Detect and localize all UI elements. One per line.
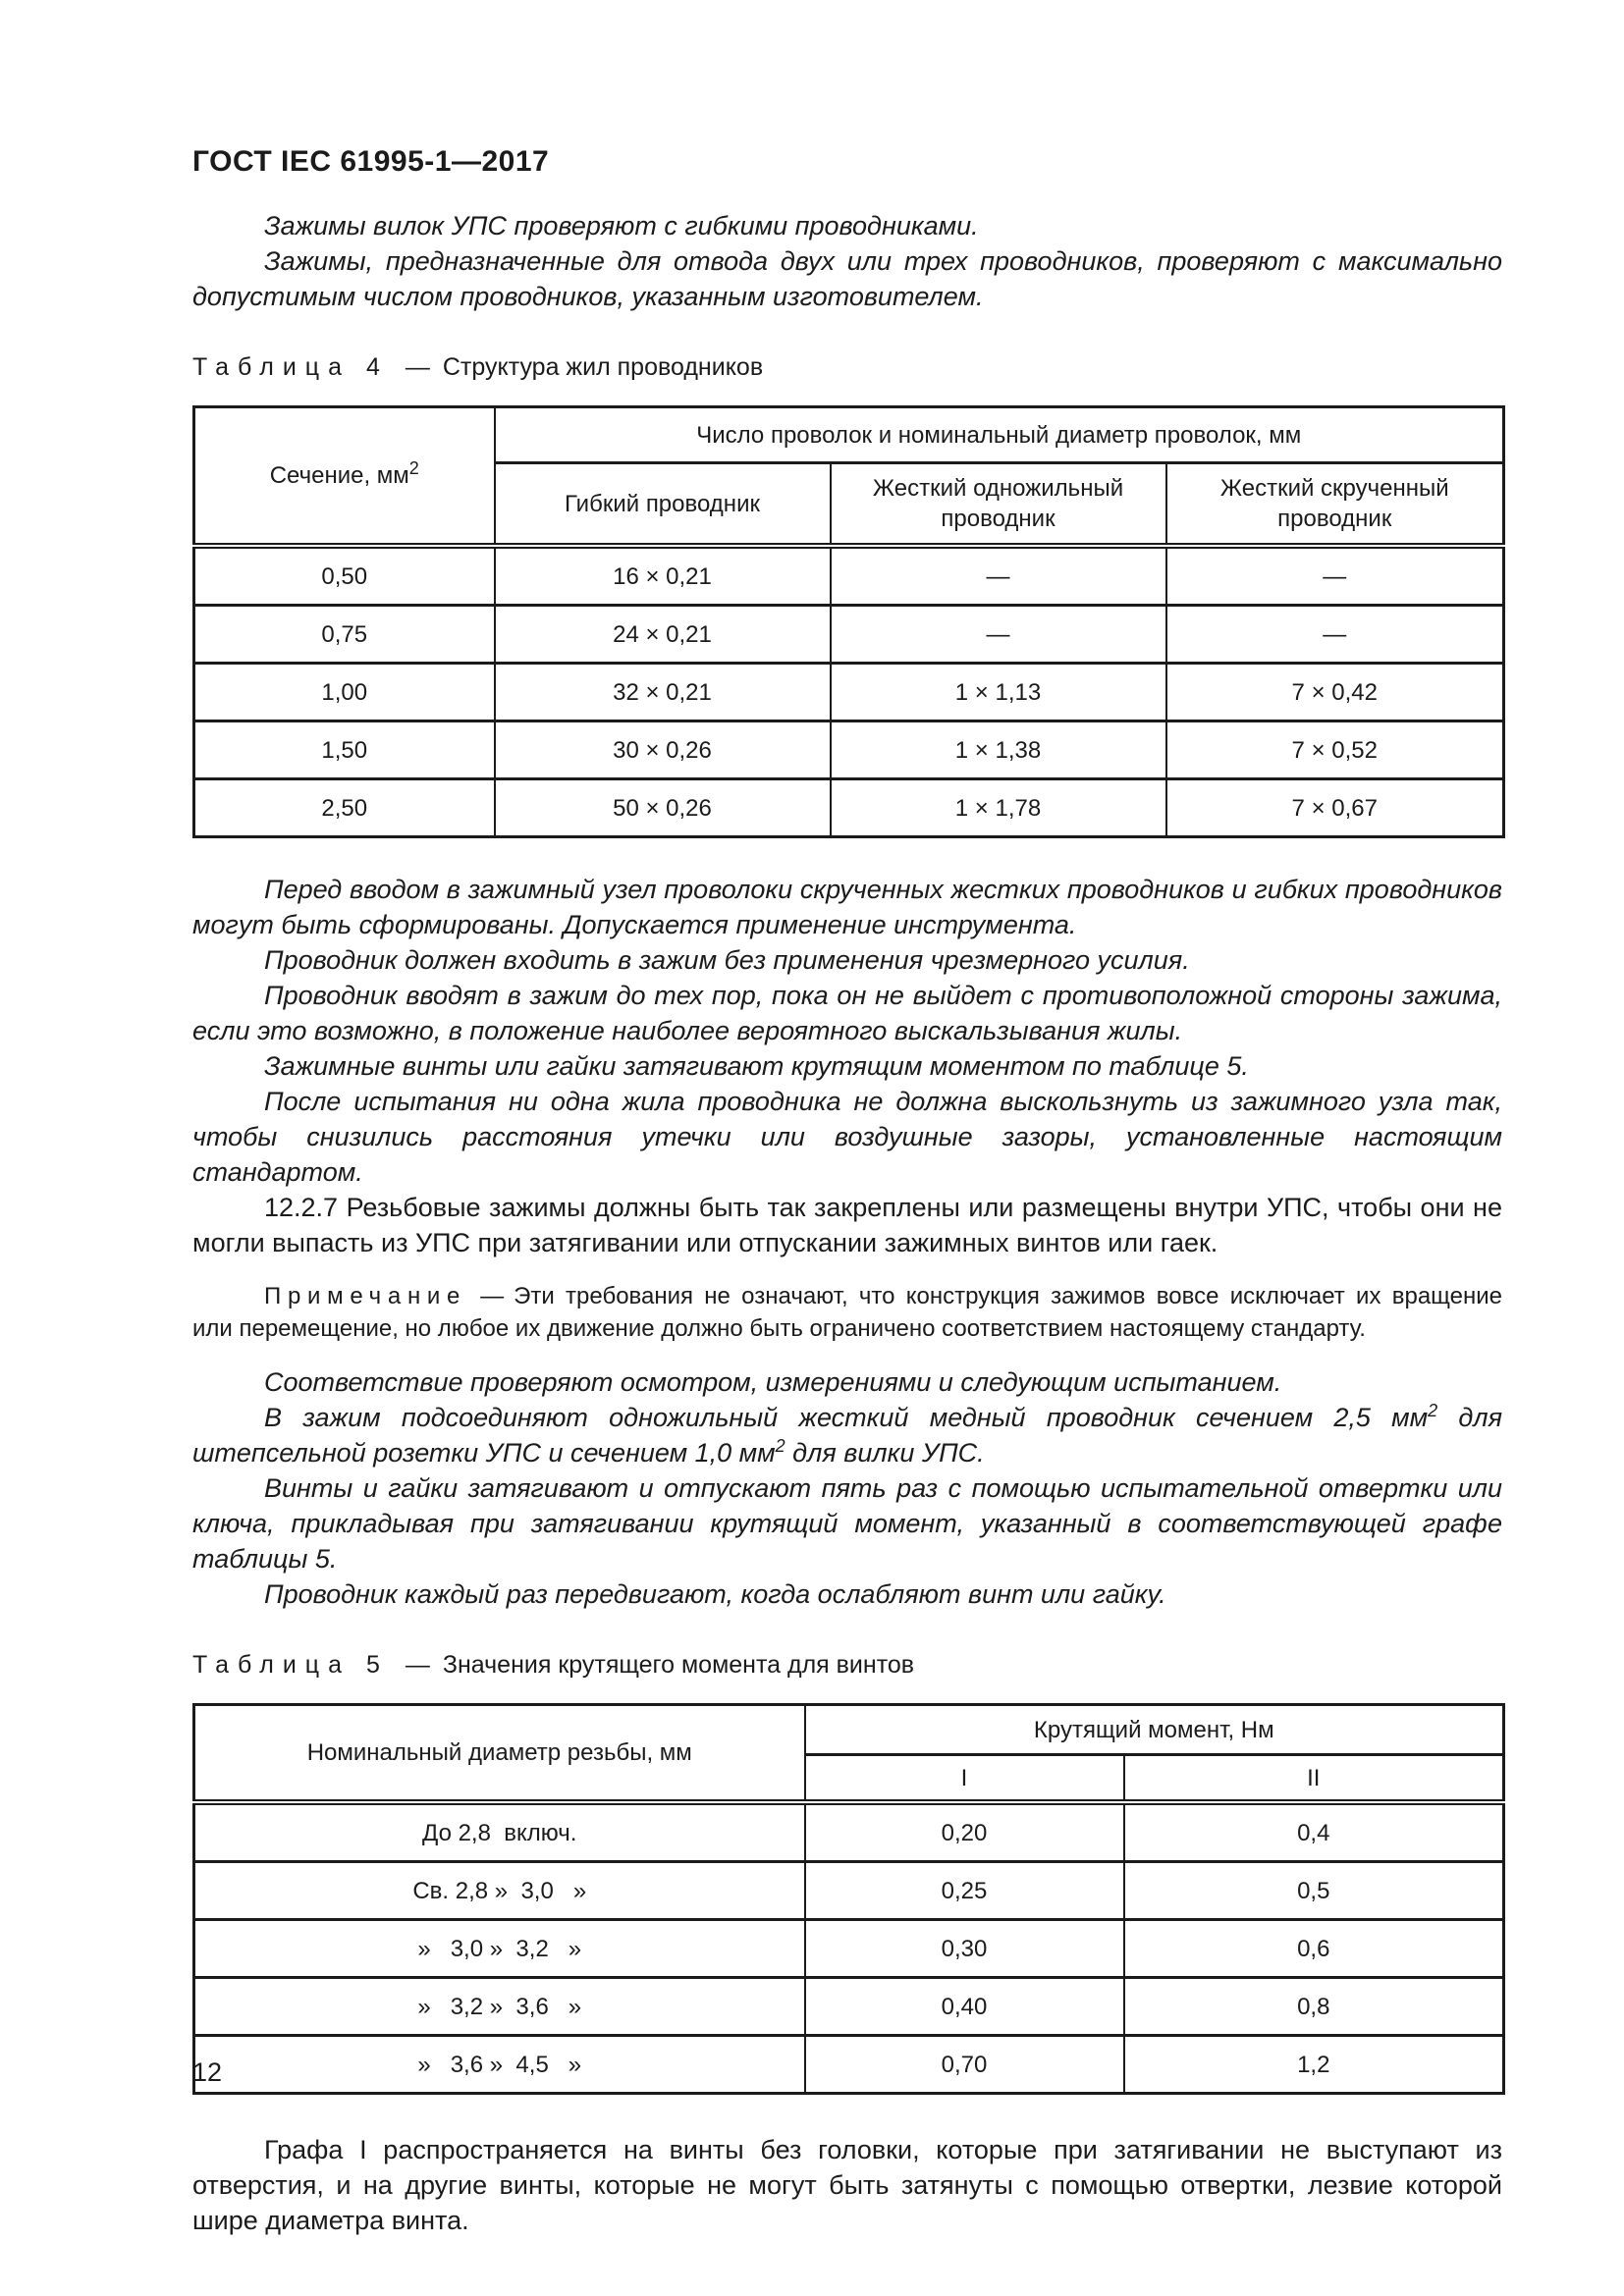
table-row [194, 2036, 1504, 2094]
table-row [194, 664, 1504, 721]
note-dash: — [480, 1283, 505, 1309]
table-cell: 50 × 0,26 [495, 779, 831, 837]
table4-header-section [194, 407, 495, 547]
table-cell: — [1166, 546, 1504, 606]
table-cell: 32 × 0,21 [495, 664, 831, 721]
table-cell: — [1166, 606, 1504, 664]
table5-caption-dash: — [405, 1651, 430, 1679]
paragraph-conductor-connection [192, 1400, 1502, 1470]
table4-header-section-text: Сечение, мм [269, 462, 409, 489]
table-cell: 0,5 [1124, 1862, 1504, 1920]
table-cell: 1,00 [194, 664, 495, 721]
table-cell: 30 × 0,26 [495, 721, 831, 779]
table-cell: 0,70 [805, 2036, 1124, 2094]
note-label: Примечание [264, 1283, 467, 1309]
paragraph-intro-1: Зажимы вилок УПС проверяют с гибкими проводниками. [264, 211, 979, 240]
table-cell: 16 × 0,21 [495, 546, 831, 606]
paragraph-column-i-scope: Графа I распространяется на винты без головки, которые при затягивании не выступают из отверстия, и на другие винты, которые не могут быть затянуты с помощью отвертки, лезвие которой шире диаметра винта. [192, 2135, 1502, 2235]
table-cell: 0,6 [1124, 1920, 1504, 1978]
table-cell: До 2,8 включ. [194, 1802, 805, 1862]
table4-caption [192, 351, 1502, 384]
table-cell: 1,2 [1124, 2036, 1504, 2094]
table5-header-group: Крутящий момент, Нм [805, 1705, 1504, 1755]
table4-caption-label: Таблица 4 [192, 353, 389, 381]
table-row [194, 1978, 1504, 2036]
table5-torque-values [192, 1703, 1505, 2095]
table4-header-group: Число проволок и номинальный диаметр проволок, мм [495, 407, 1504, 463]
table-cell: 0,20 [805, 1802, 1124, 1862]
table5-header-column-ii: II [1124, 1755, 1504, 1803]
table5-caption [192, 1649, 1502, 1682]
table-cell: 24 × 0,21 [495, 606, 831, 664]
table-cell: » 3,0 » 3,2 » [194, 1920, 805, 1978]
table-cell: 0,8 [1124, 1978, 1504, 2036]
table-row [194, 1920, 1504, 1978]
table-cell: Св. 2,8 » 3,0 » [194, 1862, 805, 1920]
table4-header-flexible: Гибкий проводник [495, 463, 831, 547]
table4-caption-dash: — [405, 353, 430, 381]
table-cell: 0,40 [805, 1978, 1124, 2036]
table5-caption-title: Значения крутящего момента для винтов [442, 1651, 915, 1679]
table-cell: — [831, 546, 1166, 606]
table-row [194, 779, 1504, 837]
table4-caption-title: Структура жил проводников [442, 353, 764, 381]
paragraph-intro-2: Зажимы, предназначенные для отвода двух или трех проводников, проверяют с максимально допустимым числом проводников, указанным изготовителем. [192, 246, 1502, 311]
clause-12-2-7: 12.2.7 Резьбовые зажимы должны быть так закреплены или размещены внутри УПС, чтобы они не могли выпасть из УПС при затягивании или отпускании зажимных винтов или гаек. [192, 1193, 1502, 1257]
table-cell: 0,75 [194, 606, 495, 664]
table-cell: 1 × 1,78 [831, 779, 1166, 837]
table-row [194, 546, 1504, 606]
table-cell: 0,30 [805, 1920, 1124, 1978]
table-cell: 1 × 1,13 [831, 664, 1166, 721]
table-cell: 7 × 0,42 [1166, 664, 1504, 721]
paragraph-screws-tightened: Винты и гайки затягивают и отпускают пять раз с помощью испытательной отвертки или ключа, прикладывая при затягивании крутящий момент, указанный в соответствующей графе таблицы 5. [192, 1473, 1502, 1574]
paragraph-before-insertion: Перед вводом в зажимный узел проволоки скрученных жестких проводников и гибких проводников могут быть сформированы. Допускается применение инструмента. [192, 875, 1502, 939]
table-row [194, 407, 1504, 463]
table-cell: 7 × 0,52 [1166, 721, 1504, 779]
table-cell: 2,50 [194, 779, 495, 837]
paragraph-no-excessive-force: Проводник должен входить в зажим без применения чрезмерного усилия. [264, 945, 1190, 975]
table5-header-diameter: Номинальный диаметр резьбы, мм [194, 1705, 805, 1803]
table4-conductor-structure [192, 405, 1505, 838]
table-row [194, 1705, 1504, 1755]
paragraph-part: для вилки УПС. [785, 1438, 985, 1468]
table-cell: » 3,6 » 4,5 » [194, 2036, 805, 2094]
table-cell: 0,4 [1124, 1802, 1504, 1862]
table5-header-column-i: I [805, 1755, 1124, 1803]
table-cell: 1,50 [194, 721, 495, 779]
document-number: ГОСТ IEC 61995-1—2017 [192, 145, 550, 178]
paragraph-tightening-torque: Зажимные винты или гайки затягивают крутящим моментом по таблице 5. [264, 1051, 1249, 1081]
table-row [194, 721, 1504, 779]
table-cell: 7 × 0,67 [1166, 779, 1504, 837]
note [192, 1280, 1502, 1345]
paragraph-compliance-check: Соответствие проверяют осмотром, измерениями и следующим испытанием. [264, 1367, 1282, 1397]
paragraph-after-test: После испытания ни одна жила проводника не должна выскользнуть из зажимного узла так, чтобы снизились расстояния утечки или воздушные зазоры, установленные настоящим стандартом. [192, 1087, 1502, 1187]
page-number: 12 [192, 2057, 223, 2087]
paragraph-insert-until: Проводник вводят в зажим до тех пор, пока он не выйдет с противоположной стороны зажима, если это возможно, в положение наиболее вероятного выскальзывания жилы. [192, 981, 1502, 1045]
table-cell: » 3,2 » 3,6 » [194, 1978, 805, 2036]
table-cell: 0,50 [194, 546, 495, 606]
table-cell: — [831, 606, 1166, 664]
superscript: 2 [408, 458, 419, 478]
table-row [194, 1802, 1504, 1862]
paragraph-conductor-moved: Проводник каждый раз передвигают, когда ослабляют винт или гайку. [264, 1579, 1166, 1609]
note-text: Эти требования не означают, что конструкция зажимов вовсе исключает их вращение или перемещение, но любое их движение должно быть ограничено соответствием настоящему стандарту. [192, 1283, 1502, 1342]
superscript: 2 [1428, 1401, 1438, 1420]
table-row [194, 1862, 1504, 1920]
superscript: 2 [775, 1436, 785, 1456]
table-row [194, 606, 1504, 664]
table4-header-rigid-stranded: Жесткий скрученный проводник [1166, 463, 1504, 547]
paragraph-part: В зажим подсоединяют одножильный жесткий медный проводник сечением 2,5 мм [264, 1403, 1429, 1432]
table-cell: 1 × 1,38 [831, 721, 1166, 779]
page-content [192, 0, 1502, 2238]
table4-header-rigid-solid: Жесткий одножильный проводник [831, 463, 1166, 547]
paragraph-part: для штепсельной розетки УПС и сечением 1,0 мм [192, 1403, 1503, 1468]
table-cell: 0,25 [805, 1862, 1124, 1920]
table5-caption-label: Таблица 5 [192, 1651, 389, 1679]
